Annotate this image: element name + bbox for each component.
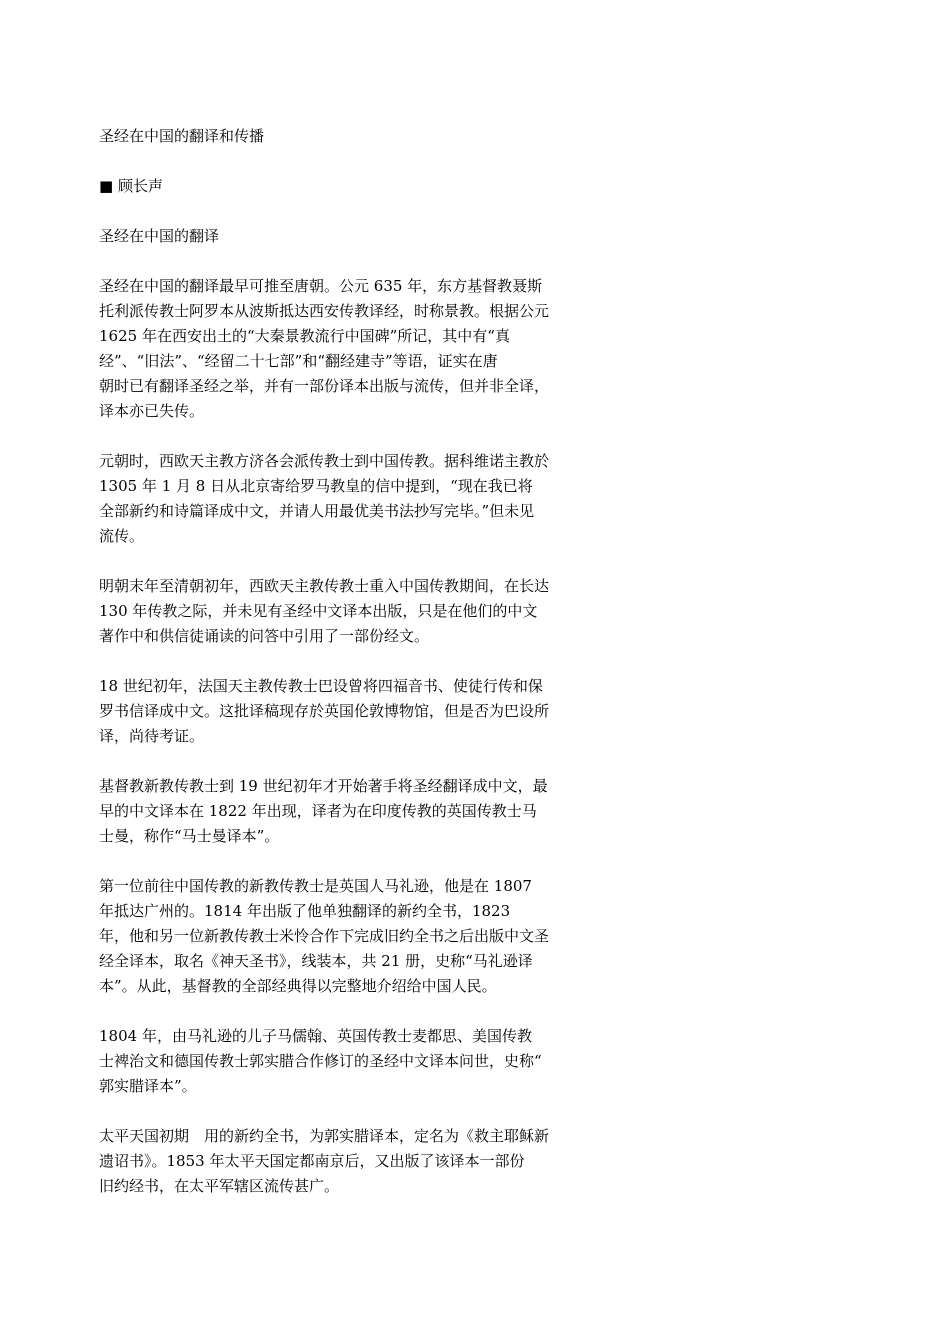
paragraph-line: 本”。从此，基督教的全部经典得以完整地介绍给中国人民。 <box>99 977 497 995</box>
paragraph-line: 旧约经书，在太平军辖区流传甚广。 <box>99 1177 340 1195</box>
paragraph-line: 早的中文译本在 1822 年出现，译者为在印度传教的英国传教士马 <box>99 802 537 820</box>
paragraph <box>99 449 609 549</box>
paragraph-line: 太平天国初期 用的新约全书，为郭实腊译本，定名为《救主耶稣新 <box>99 1127 550 1145</box>
section-heading: 圣经在中国的翻译 <box>99 227 220 245</box>
paragraph-line: 1625 年在西安出土的“大秦景教流行中国碑”所记，其中有“真 <box>99 327 510 345</box>
paragraph-line: 士曼，称作“马士曼译本”。 <box>99 827 280 845</box>
paragraph-line: 遗诏书》。1853 年太平天国定都南京后，又出版了该译本一部份 <box>99 1152 525 1170</box>
spacer <box>99 749 609 774</box>
spacer <box>99 249 609 274</box>
paragraph-line: 经”、“旧法”、“经留二十七部”和“翻经建寺”等语，证实在唐 <box>99 352 498 370</box>
paragraph <box>99 1124 609 1199</box>
paragraph <box>99 1024 609 1099</box>
paragraph-line: 著作中和供信徒诵读的问答中引用了一部份经文。 <box>99 627 430 645</box>
paragraph <box>99 674 609 749</box>
spacer <box>99 549 609 574</box>
paragraph-line: 托利派传教士阿罗本从波斯抵达西安传教译经，时称景教。根据公元 <box>99 302 550 320</box>
paragraph <box>99 574 609 649</box>
body-paragraphs <box>99 274 609 1199</box>
paragraph-line: 元朝时，西欧天主教方济各会派传教士到中国传教。据科维诺主教於 <box>99 452 550 470</box>
paragraph-line: 流传。 <box>99 527 145 545</box>
paragraph <box>99 874 609 999</box>
spacer <box>99 849 609 874</box>
paragraph <box>99 274 609 424</box>
spacer <box>99 1099 609 1124</box>
spacer <box>99 149 609 174</box>
paragraph-line: 年抵达广州的。1814 年出版了他单独翻译的新约全书，1823 <box>99 902 511 920</box>
paragraph-line: 罗书信译成中文。这批译稿现存於英国伦敦博物馆，但是否为巴设所 <box>99 702 550 720</box>
document-title: 圣经在中国的翻译和传播 <box>99 127 265 145</box>
paragraph-line: 郭实腊译本”。 <box>99 1077 197 1095</box>
document-author: ■ 顾长声 <box>99 177 163 195</box>
paragraph-line: 圣经在中国的翻译最早可推至唐朝。公元 635 年，东方基督教聂斯 <box>99 277 543 295</box>
paragraph-line: 译，尚待考证。 <box>99 727 205 745</box>
paragraph-line: 全部新约和诗篇译成中文，并请人用最优美书法抄写完毕。”但未见 <box>99 502 535 520</box>
paragraph-line: 年，他和另一位新教传教士米怜合作下完成旧约全书之后出版中文圣 <box>99 927 550 945</box>
paragraph-line: 18 世纪初年，法国天主教传教士巴设曾将四福音书、使徒行传和保 <box>99 677 543 695</box>
paragraph-line: 经全译本，取名《神天圣书》，线装本，共 21 册，史称“马礼逊译 <box>99 952 533 970</box>
spacer <box>99 999 609 1024</box>
paragraph-line: 译本亦已失传。 <box>99 402 205 420</box>
paragraph-line: 明朝末年至清朝初年，西欧天主教传教士重入中国传教期间，在长达 <box>99 577 550 595</box>
spacer <box>99 199 609 224</box>
paragraph <box>99 774 609 849</box>
paragraph-line: 基督教新教传教士到 19 世纪初年才开始著手将圣经翻译成中文，最 <box>99 777 548 795</box>
paragraph-line: 1305 年 1 月 8 日从北京寄给罗马教皇的信中提到，“现在我已将 <box>99 477 533 495</box>
spacer <box>99 649 609 674</box>
paragraph-line: 第一位前往中国传教的新教传教士是英国人马礼逊，他是在 1807 <box>99 877 532 895</box>
paragraph-line: 1804 年，由马礼逊的儿子马儒翰、英国传教士麦都思、美国传教 <box>99 1027 532 1045</box>
document-page <box>99 124 609 1199</box>
paragraph-line: 130 年传教之际，并未见有圣经中文译本出版，只是在他们的中文 <box>99 602 538 620</box>
paragraph-line: 朝时已有翻译圣经之举，并有一部份译本出版与流传，但并非全译， <box>99 377 550 395</box>
spacer <box>99 424 609 449</box>
paragraph-line: 士裨治文和德国传教士郭实腊合作修订的圣经中文译本问世，史称“ <box>99 1052 542 1070</box>
